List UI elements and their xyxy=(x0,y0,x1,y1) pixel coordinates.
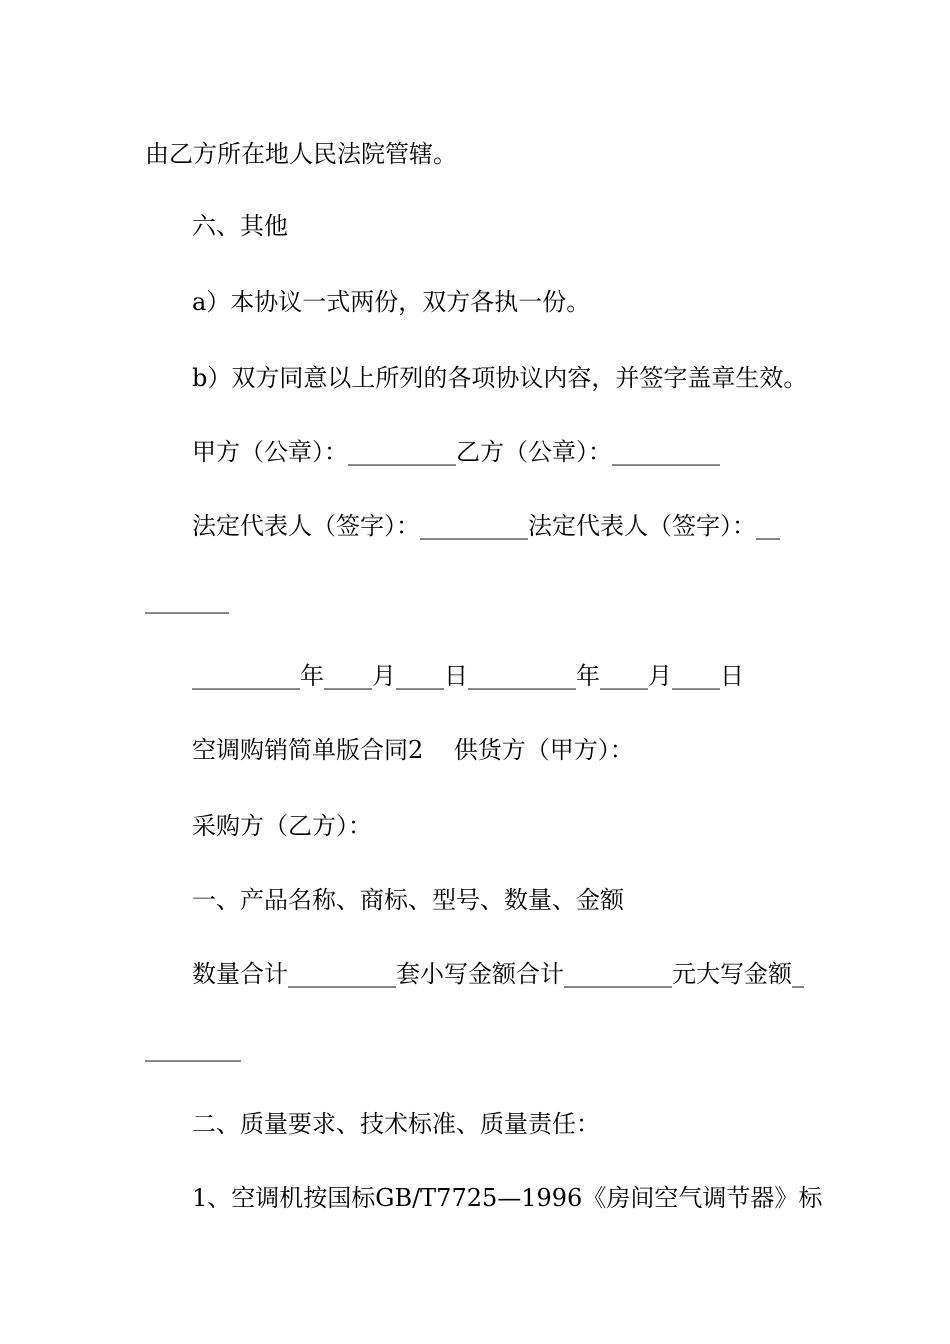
contract-title-supplier: 空调购销简单版合同2 供货方（甲方）： xyxy=(192,736,634,764)
clause-a: a）本协议一式两份，双方各执一份。 xyxy=(192,288,591,316)
section-heading-other: 六、其他 xyxy=(192,212,288,240)
purchaser-line: 采购方（乙方）： xyxy=(192,812,372,840)
clause-b: b）双方同意以上所列的各项协议内容，并签字盖章生效。 xyxy=(192,364,808,392)
date-line: _________年____月____日_________年____月____日 xyxy=(192,662,744,690)
legal-rep-signature-line: 法定代表人（签字）：_________法定代表人（签字）：__ xyxy=(192,512,780,540)
quantity-amount-line: 数量合计_________套小写金额合计_________元大写金额_ xyxy=(192,960,804,988)
signature-blank-continuation: _______ xyxy=(145,586,229,614)
quality-standard-line: 1、空调机按国标GB/T7725—1996《房间空气调节器》标 xyxy=(192,1184,823,1212)
section-heading-product: 一、产品名称、商标、型号、数量、金额 xyxy=(192,886,624,914)
section-heading-quality: 二、质量要求、技术标准、质量责任： xyxy=(192,1110,600,1138)
party-seal-line: 甲方（公章）：_________乙方（公章）：_________ xyxy=(192,438,720,466)
text-line-jurisdiction: 由乙方所在地人民法院管辖。 xyxy=(145,140,457,168)
amount-blank-continuation: ________ xyxy=(145,1034,241,1062)
